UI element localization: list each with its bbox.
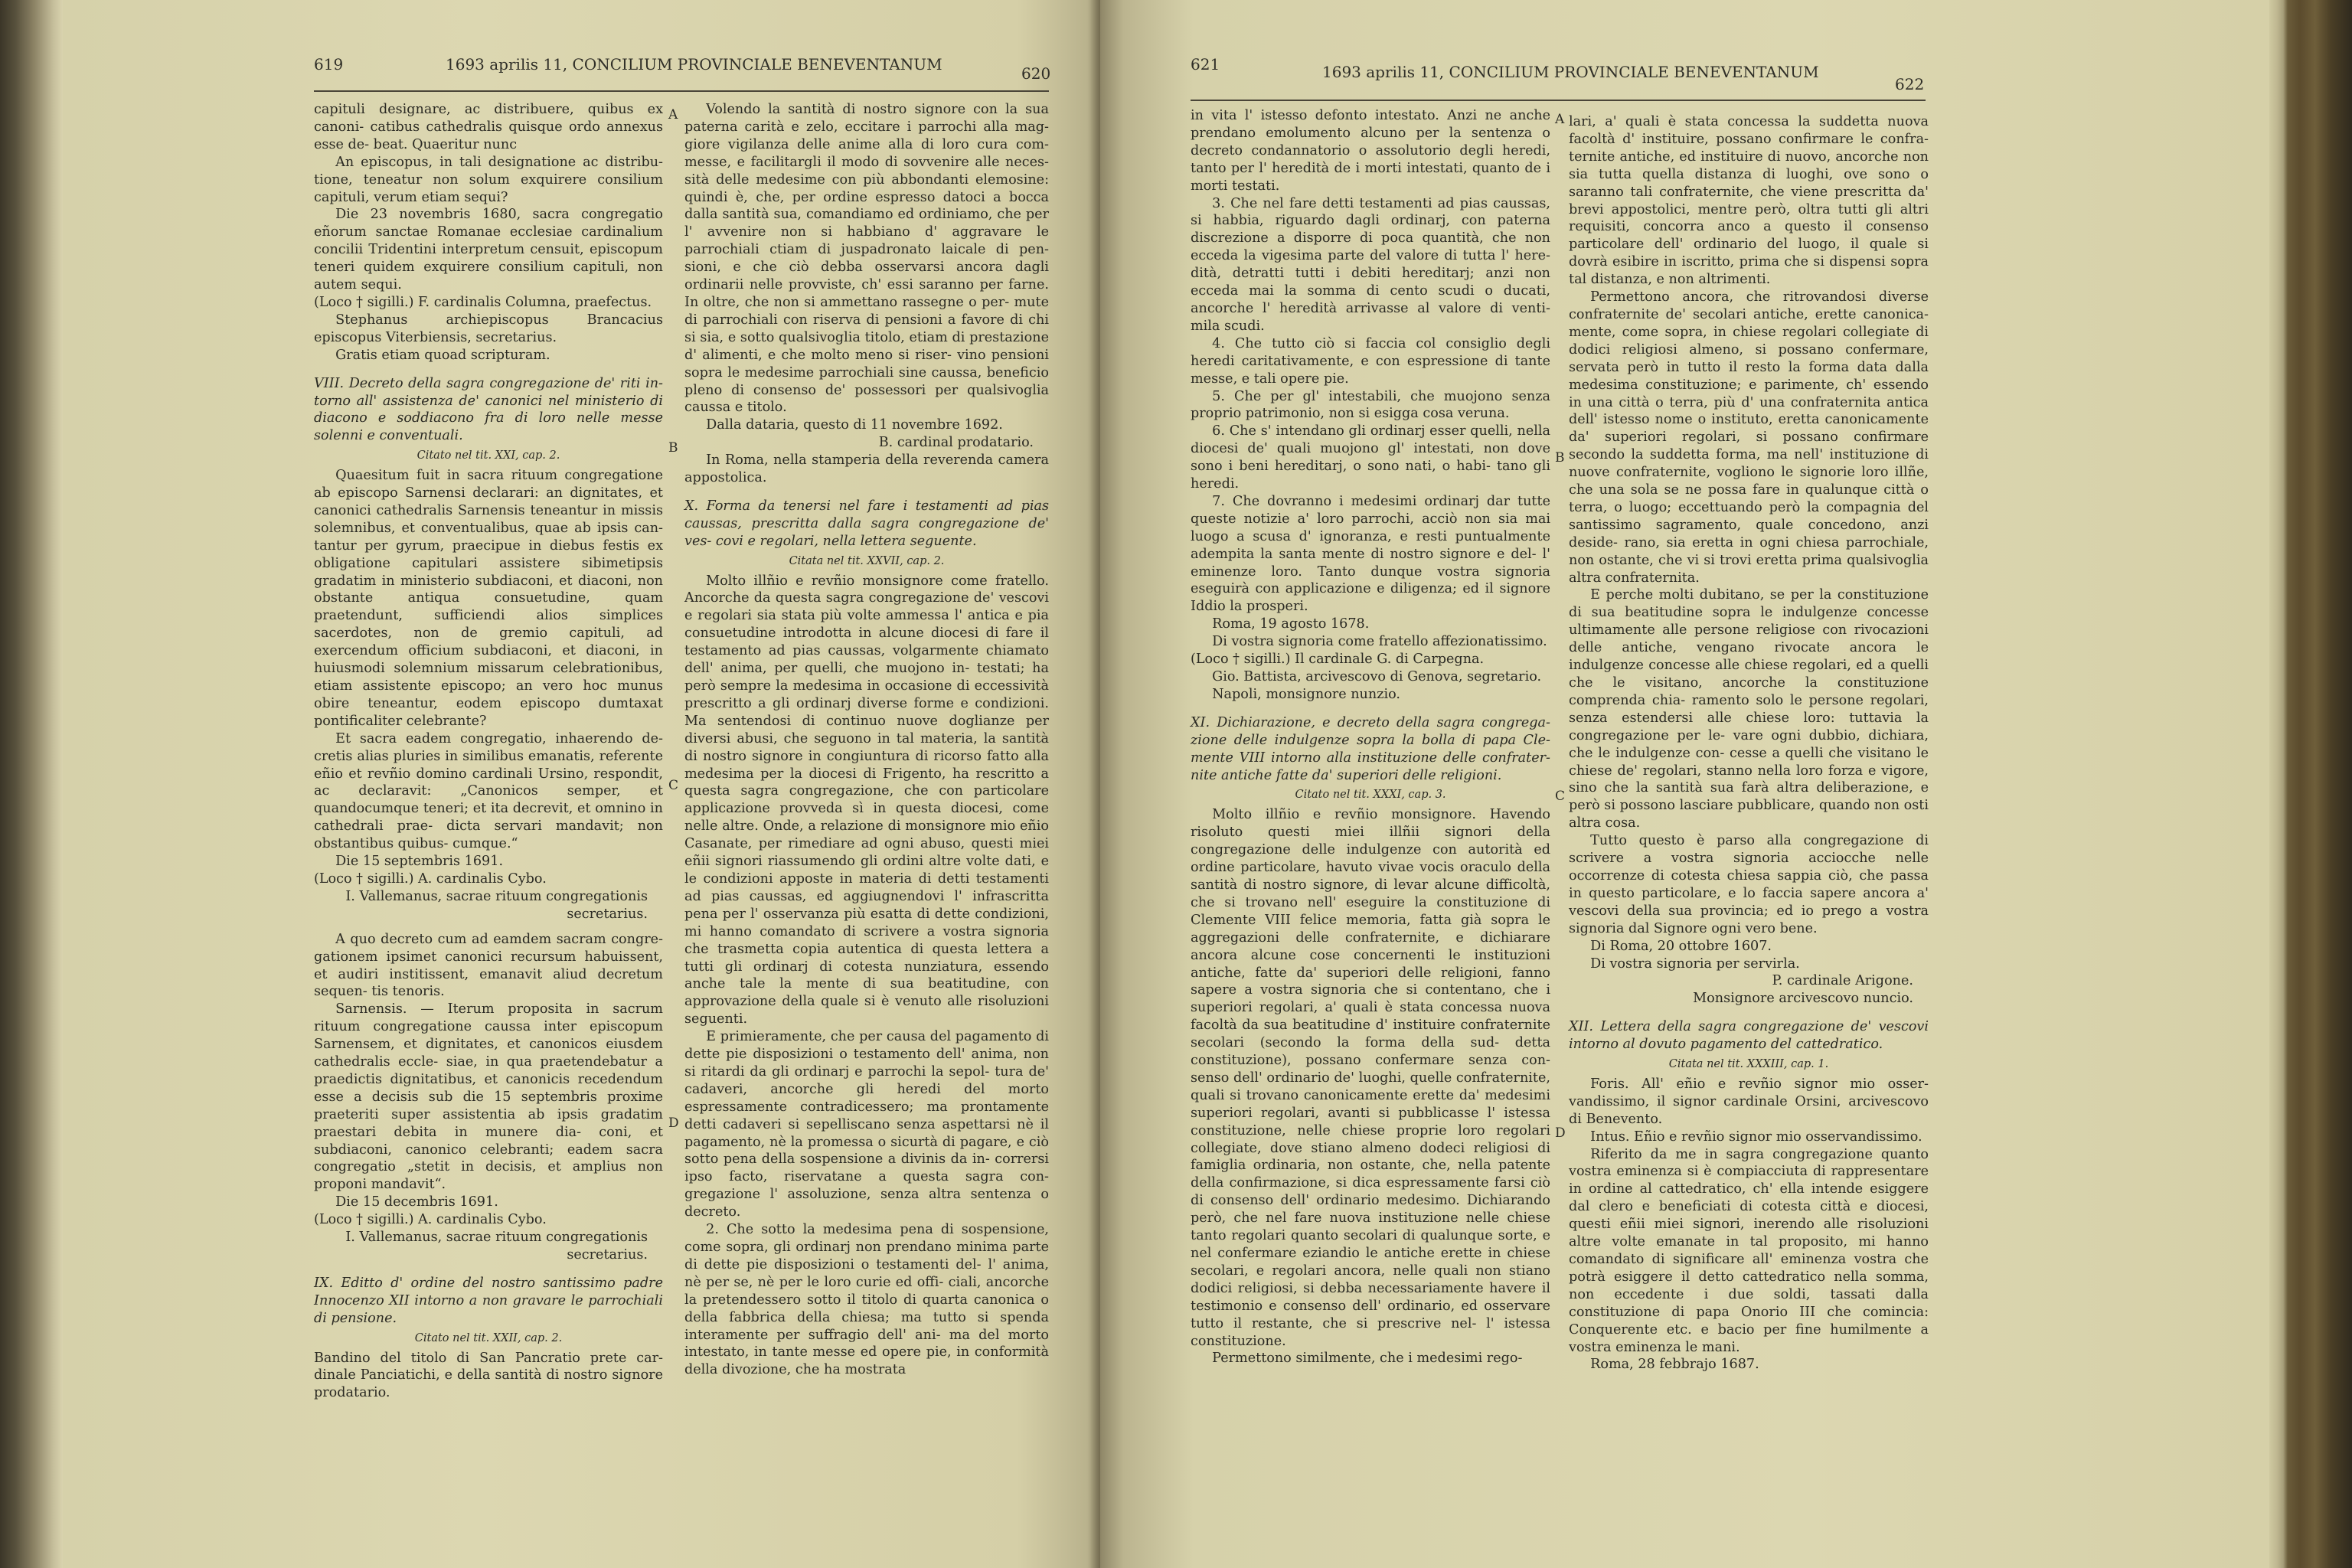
- paragraph: 4. Che tutto ciò si faccia col consiglio degli heredi caritativamente, e con espressione di tante messe, e tali opere pie.: [1191, 335, 1550, 387]
- spacer: [314, 923, 663, 931]
- paragraph: Roma, 19 agosto 1678.: [1212, 616, 1370, 632]
- paragraph: Foris. All' eñio e revñio signor mio osser- vandissimo, il signor cardinale Orsini, arcivescovo di Benevento.: [1569, 1076, 1929, 1127]
- paragraph: In Roma, nella stamperia della reverenda camera appostolica.: [684, 452, 1049, 486]
- paragraph: E primieramente, che per causa del pagamento di dette pie disposizioni o testamento dell' anima, non si ritardi da gli ordinarj e parrochi la sepol- tura de' cadaveri, ancorche gli heredi del morto espressamente contradicessero; ma prontamente detti cadaveri si sepelliscano senza aspettarsi nè il pagamento, nè la promessa o sicurtà di pagare, e ciò sotto pena della sospensione a divinis da in- corrersi ipso facto, riservatane a questa sagra con- gregazione l' assoluzione, senza altra sentenza o decreto.: [684, 1029, 1049, 1220]
- citation-note: Citato nel tit. XXXI, cap. 3.: [1295, 789, 1446, 802]
- header-rule-right: [1191, 100, 1926, 101]
- paragraph: Dalla dataria, questo di 11 novembre 1692.: [706, 417, 1003, 433]
- right-running-header: [1100, 55, 2269, 93]
- page-number-621: 621: [1191, 55, 1220, 74]
- paragraph: Napoli, monsignore nunzio.: [1212, 686, 1400, 702]
- page-number-620: 620: [1021, 64, 1051, 83]
- margin-letter-b: B: [668, 440, 678, 456]
- paragraph: Di Roma, 20 ottobre 1607.: [1590, 938, 1772, 954]
- paragraph: Di vostra signoria come fratello affezionatissimo.: [1212, 634, 1547, 650]
- paragraph: E perche molti dubitano, se per la constituzione di sua beatitudine sopra le indulgenze concesse ultimamente alle persone religiose con rivocazioni delle antiche, vengano rivocate ancora le indulgenze concesse alle chiese regolari, ed a quelli che le visitano, ancorche la constituzione comprenda chia- ramento solo le persone regolari, senza estendersi alle chiese loro: tuttavia la congregazione per le- vare ogni dubbio, dichiara, che le indulgenze con- cesse a quelli che visitano le chiese de' regolari, stanno nella loro forza e vigore, sino che la santità sua farà altra deliberazione, e però si possono lasciare pubblicare, quando non osti altra cosa.: [1569, 587, 1929, 831]
- paragraph: Roma, 28 febbrajo 1687.: [1590, 1357, 1759, 1373]
- margin-letter-c-right: C: [1555, 789, 1566, 804]
- signature-line: Monsignore arcivescovo nuncio.: [1693, 991, 1913, 1007]
- margin-letter-d-right: D: [1555, 1125, 1566, 1141]
- paragraph: 6. Che s' intendano gli ordinarj esser quelli, nella diocesi de' quali muojono gl' intestati, non dove sono i beni hereditarj, o sono nati, o habi- tano gli heredi.: [1191, 423, 1550, 492]
- paragraph: 3. Che nel fare detti testamenti ad pias caussas, si habbia, riguardo dagli ordinarj, con paterna discrezione a disporre di poca quantità, che non ecceda la vigesima parte del valore di tutta l' here- dità, detratti tutti i debiti hereditarj; anzi non ecceda mai la somma di cento scudi o ducati, ancorche l' heredità arrivasse al valore di venti- mila scudi.: [1191, 195, 1550, 334]
- section-heading: VIII. Decreto della sagra congregazione de' riti in- torno all' assistenza de' canonici nel ministerio di diacono e soddiacono fra di loro nelle messe solenni e conventuali.: [314, 375, 663, 444]
- signature-line: P. cardinale Arigone.: [1772, 973, 1913, 989]
- paragraph: Die 15 septembris 1691.: [335, 854, 504, 870]
- paragraph: Molto illñio e revñio monsignore. Havendo risoluto questi miei illñii signori della congregazione delle indulgenze con autorità ed ordine particolare, havuto vivae vocis oraculo della santità di nostro signore, di levar alcune difficoltà, che si trovano nell' eseguire la constituzione di Clemente VIII felice memoria, fatta già sopra le aggregazioni delle confraternite, e dichiarare ancora alcune cose concernenti le instituzioni antiche, fatte da' superiori delle religioni, fanno sapere a vostra signoria che si contentano, che i superiori regolari, a' quali è stata concessa nuova facoltà da sua beatitudine d' instituire confraternite secolari (secondo la forma della sud- detta constituzione), possano confermare senza con- senso dell' ordinario de' luoghi, quelle confraternite, quali si trovano canonicamente erette da' medesimi superiori regolari, avanti si pubblicasse l' istessa constituzione, nelle chiese proprie loro regolari collegiate, dove stiano almeno dodeci religiosi di famiglia ordinaria, non ostante, che, nella patente della confirmazione, si dica espressamente farsi ciò di consenso dell' ordinario medesimo. Dichiarando però, che nel fare nuova instituzione nelle chiese tanto regolari quanto secolari di qualunque sorte, e nel confermare eziandio le antiche erette in chiese secolari, e regolari ancora, nelle quali non stiano dodici religiosi, si debba necessariamente havere il testimonio e consenso dell' ordinario, ed osservare tutto il restante, che si prescrive nel- l' istessa constituzione.: [1191, 807, 1550, 1349]
- section-heading: XI. Dichiarazione, e decreto della sagra congrega- zione delle indulgenze sopra la bolla di papa Cle- mente VIII intorno alla instituzione delle confrater- nite antiche fatte da' superiori delle religioni.: [1191, 714, 1550, 783]
- paragraph: (Loco † sigilli.) F. cardinalis Columna, praefectus.: [314, 294, 652, 310]
- paragraph: (Loco † sigilli.) A. cardinalis Cybo.: [314, 1212, 547, 1228]
- paragraph: 7. Che dovranno i medesimi ordinarj dar tutte queste notizie a' loro parrochi, acciò non sia mai luogo a scusa d' ignoranza, e resti puntualmente adempita la santa mente di nostro signore e del- l' eminenze loro. Tanto dunque vostra signoria eseguirà con applicazione e diligenza; ed il signore Iddio la prosperi.: [1191, 493, 1550, 615]
- paragraph: lari, a' quali è stata concessa la suddetta nuova facoltà d' instituire, possano confirmare le confra- ternite antiche, ed instituire di nuovo, ancorche non sia tutta quella distanza di luoghi, ove sono o saranno tali confraternite, che viene prescritta da' brevi appostolici, mentre però, oltra tutti gli altri requisiti, concorra anco a questo il consenso particolare dell' ordinario del luogo, il quale si dovrà esibire in iscritto, prima che si dispensi sopra tal distanza, e non altrimenti.: [1569, 114, 1929, 288]
- paragraph: Quaesitum fuit in sacra rituum congregatione ab episcopo Sarnensi declarari: an dignitates, et canonici cathedralis Sarnensis teneantur in missis solemnibus, et conventualibus, quae ab ipsis can- tantur per gyrum, praecipue in diebus festis ex obligatione capitulari assistere sibimetipsis gradatim in ministerio subdiaconi, et diaconi, non obstante antiqua consuetudine, quam praetendunt, sufficiendi alios simplices sacerdotes, non de gremio capituli, ad exercendum officium subdiaconi, et diaconi, in huiusmodi solemnium missarum celebrationibus, etiam assistente episcopo; an vero hoc munus obire teneantur, eodem episcopo dumtaxat pontificaliter celebrante?: [314, 468, 663, 729]
- margin-letter-d: D: [668, 1116, 679, 1131]
- paragraph: Molto illñio e revñio monsignore come fratello. Ancorche da questa sagra congregazione de' vescovi e regolari sia stata più volte ammessa l' antica e pia consuetudine introdotta in alcune diocesi di fare il testamento ad pias caussas, volgarmente chiamato dell' anima, per quelli, che muojono in- testati; ha però sempre la medesima in occasione di eccessività prescritto a gli ordinarj diverse forme e condizioni. Ma sentendosi di continuo nuove doglianze per diversi abusi, che seguono in tal materia, la santità di nostro signore in congiuntura di ricorso fatto alla medesima per la diocesi di Frigento, ha rescritto a questa sagra congregazione, che con particolare applicazione provveda sì in questa diocesi, come nelle altre. Onde, a relazione di monsignore mio eñio Casanate, per rimediare ad ogni abuso, questi miei eñii signori riassumendo gli ordini altre volte dati, e le condizioni apposte in materia di detti testamenti ad pias caussas, ed aggiugnendovi l' infrascritta pena per l' osservanza più esatta di dette condizioni, mi hanno comandato di scrivere a vostra signoria che trasmetta copia autentica di questa lettera a tutti gli ordinarj di cotesta nunziatura, essendo anche tale la mente di sua beatitudine, con approvazione della quale si è venuto alle risoluzioni seguenti.: [684, 573, 1049, 1027]
- signature-line: I. Vallemanus, sacrae rituum congregationis secretarius.: [345, 1230, 648, 1263]
- header-rule-left: [314, 90, 1049, 92]
- book-page-edges: [2269, 0, 2352, 1568]
- page-number-622: 622: [1895, 75, 1925, 93]
- paragraph: An episcopus, in tali designatione ac distribu- tione, teneatur non solum exquirere consilium capituli, verum etiam sequi?: [314, 154, 663, 205]
- citation-note: Citata nel tit. XXXIII, cap. 1.: [1668, 1058, 1829, 1071]
- left-column-1: [314, 101, 663, 1402]
- paragraph: A quo decreto cum ad eamdem sacram congre- gationem ipsimet canonici recursum habuissent, et audiri institissent, emanavit aliud decretum sequen- tis tenoris.: [314, 931, 663, 1000]
- paragraph: Tutto questo è parso alla congregazione di scrivere a vostra signoria acciocche nelle occorrenze di cotesta chiesa sappia ciò, che passa in questo particolare, e lo faccia sapere ancora a' vescovi della sua provincia; ed io prego a vostra signoria dal Signore ogni vero bene.: [1569, 833, 1929, 936]
- margin-letter-c: C: [668, 778, 679, 793]
- paragraph: Intus. Eñio e revñio signor mio osservandissimo.: [1590, 1129, 1922, 1145]
- citation-note: Citato nel tit. XXII, cap. 2.: [414, 1331, 563, 1344]
- citation-note: Citata nel tit. XXVII, cap. 2.: [789, 554, 945, 567]
- paragraph: Gratis etiam quoad scripturam.: [335, 347, 550, 363]
- signature-line: I. Vallemanus, sacrae rituum congregationis secretarius.: [345, 888, 648, 922]
- section-heading: X. Forma da tenersi nel fare i testamenti ad pias caussas, prescritta dalla sagra congregazione de' ves- covi e regolari, nella lettera seguente.: [684, 498, 1049, 549]
- paragraph: Gio. Battista, arcivescovo di Genova, segretario.: [1212, 669, 1542, 684]
- right-column-2: [1569, 113, 1929, 1374]
- page-number-619: 619: [314, 55, 344, 74]
- paragraph: 2. Che sotto la medesima pena di sospensione, come sopra, gli ordinarj non prendano minima parte di dette pie disposizioni o testamenti del- l' anima, nè per se, nè per le loro curie ed offi- ciali, ancorche la pretendessero sotto il titolo di quarta canonica o della fabbrica della chiesa; ma tutto si spenda interamente per suffragio dell' ani- ma del morto intestato, in tante messe ed opere pie, in conformità della divozione, che ha mostrata: [684, 1222, 1049, 1378]
- paragraph: Di vostra signoria per servirla.: [1590, 956, 1800, 972]
- paragraph: (Loco † sigilli.) A. cardinalis Cybo.: [314, 871, 547, 887]
- right-page: [1100, 0, 2269, 1568]
- paragraph: Die 23 novembris 1680, sacra congregatio eñorum sanctae Romanae ecclesiae cardinalium concilii Tridentini interpretum censuit, episcopum teneri quidem exquirere consilium capituli, non autem sequi.: [314, 207, 663, 293]
- paragraph: Et sacra eadem congregatio, inhaerendo de- cretis alias pluries in similibus emanatis, referente eñio et revñio domino cardinali Ursino, respondit, ac declaravit: „Canonicos semper, et quandocumque teneri; et ita decrevit, et omnino in cathedrali prae- dicta servari mandavit; non obstantibus quibus- cumque.“: [314, 730, 663, 852]
- signature-line: B. cardinal prodatario.: [878, 435, 1034, 451]
- paragraph: Stephanus archiepiscopus Brancacius episcopus Viterbiensis, secretarius.: [314, 312, 663, 345]
- paragraph: capituli designare, ac distribuere, quibus ex canoni- catibus cathedralis quisque ordo annexus esse de- beat. Quaeritur nunc: [314, 102, 663, 152]
- margin-letter-a-right: A: [1555, 112, 1565, 127]
- paragraph: Riferito da me in sagra congregazione quanto vostra eminenza si è compiacciuta di rappresentare in ordine al cattedratico, ch' ella intende esiggere dal clero e beneficiati di cotesta città e diocesi, questi eñii miei signori, inerendo alle risoluzioni altre volte emanate in tal proposito, mi hanno comandato di significare all' eminenza vostra che potrà esiggere il detto cattedratico nella somma, non eccedente i due soldi, tassati dalla constituzione di papa Onorio III che comincia: Conquerente etc. e bacio per fine humilmente a vostra eminenza le mani.: [1569, 1146, 1929, 1355]
- margin-letter-b-right: B: [1555, 450, 1565, 466]
- citation-note: Citato nel tit. XXI, cap. 2.: [416, 449, 560, 462]
- paragraph: Die 15 decembris 1691.: [335, 1194, 498, 1210]
- left-running-header: [63, 55, 1100, 83]
- section-heading: IX. Editto d' ordine del nostro santissimo padre Innocenzo XII intorno a non gravare le parrochiali di pensione.: [314, 1275, 663, 1326]
- paragraph: Permettono similmente, che i medesimi rego-: [1212, 1351, 1523, 1367]
- margin-letter-a: A: [668, 107, 678, 122]
- paragraph: (Loco † sigilli.) Il cardinale G. di Carpegna.: [1191, 652, 1485, 668]
- paragraph: Sarnensis. — Iterum proposita in sacrum rituum congregatione caussa inter episcopum Sarnensem, et dignitates, et canonicos eiusdem cathedralis eccle- siae, in qua praetendebatur a praedictis dignitatibus, et canonicis recedendum esse a decisis sub die 15 septembris proxime praeteriti super assistentia ab ipsis gradatim praestari debita in munere dia- coni, et subdiaconi, canonico celebranti; eadem sacra congregatio „stetit in decisis, et amplius non proponi mandavit“.: [314, 1001, 663, 1193]
- paragraph: 5. Che per gl' intestabili, che muojono senza proprio patrimonio, non si esigga cosa veruna.: [1191, 388, 1550, 422]
- paragraph: Bandino del titolo di San Pancratio prete car- dinale Panciatichi, e della santità di nostro signore prodatario.: [314, 1350, 663, 1401]
- left-column-2: [684, 101, 1049, 1379]
- paragraph: Volendo la santità di nostro signore con la sua paterna carità e zelo, eccitare i parrochi alla mag- giore vigilanza delle anime alla di loro cura com- messe, e facilitargli il modo di sovvenire alle neces- sità delle medesime con più abbondanti elemosine: quindi è, che, per ordine espresso datoci a bocca dalla santità sua, comandiamo ed ordiniamo, che per l' avvenire non si habbiano d' aggravare le parrochiali ctiam di juspadronato laicale di pen- sioni, e che ciò debba osservarsi ancora dagli ordinarii nelle provviste, ch' essi saranno per farne. In oltre, che non si ammettano rassegne o per- mute di parrochiali con riserva di pensioni a favore di chi si sia, e sotto qualsivoglia titolo, etiam di prestazione d' alimenti, e che molto meno si riser- vino pensioni sopra le medesime parrochiali sine caussa, beneficio pleno di consenso de' possessori per qualsivoglia caussa e titolo.: [684, 102, 1049, 416]
- running-head-left: 1693 aprilis 11, CONCILIUM PROVINCIALE BENEVENTANUM: [446, 55, 942, 74]
- paragraph: in vita l' istesso defonto intestato. Anzi ne anche prendano emolumento alcuno per la sentenza o decreto condannatorio o assolutorio degli heredi, tanto per l' heredità de i morti intestati, quanto de i morti testati.: [1191, 108, 1550, 194]
- running-head-right: 1693 aprilis 11, CONCILIUM PROVINCIALE BENEVENTANUM: [1322, 63, 1819, 81]
- left-page: [63, 0, 1100, 1568]
- paragraph: Permettono ancora, che ritrovandosi diverse confraternite de' secolari antiche, erette canonica- mente, come sopra, in chiese regolari collegiate di dodici religiosi almeno, si possano confermare, servata però in tutto il resto la forma data dalla medesima constituzione; e parimente, ch' essendo in una città o terra, più d' una confraternita antica dell' istesso nome o instituto, eretta canonicamente da' superiori regolari, si possano confirmare secondo la suddetta forma, ma nell' instituzione di nuove confraternite, vogliono le signorie loro illñe, che una sola se ne possa fare in qualunque città o terra, o luogo; eccettuando però la compagnia del santissimo sagramento, quale concedono, anzi deside- rano, sia eretta in ogni chiesa parrochiale, non ostante, che vi si trovi eretta prima qualsivoglia altra confraternita.: [1569, 289, 1929, 586]
- section-heading: XII. Lettera della sagra congregazione de' vescovi intorno al dovuto pagamento del cattedratico.: [1569, 1019, 1929, 1053]
- right-column-1: [1191, 107, 1550, 1367]
